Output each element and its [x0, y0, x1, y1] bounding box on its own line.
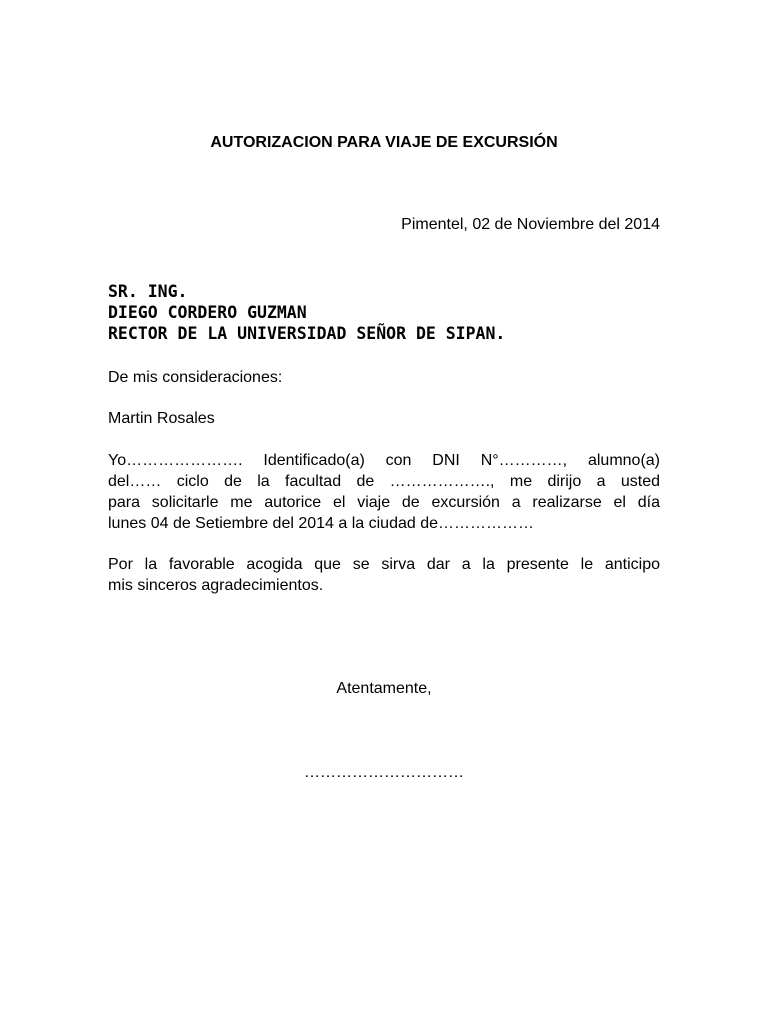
recipient-title: SR. ING.	[108, 282, 188, 301]
body-line: mis sinceros agradecimientos.	[108, 577, 324, 594]
recipient-block	[108, 281, 505, 344]
document-title: AUTORIZACION PARA VIAJE DE EXCURSIÓN	[210, 134, 558, 151]
place-date: Pimentel, 02 de Noviembre del 2014	[401, 216, 660, 233]
greeting: De mis consideraciones:	[108, 369, 283, 386]
body-paragraph-thanks	[108, 554, 660, 596]
body-line: Yo…………………. Identificado(a) con DNI N°…………, alumno(a)	[108, 452, 660, 469]
body-line: lunes 04 de Setiembre del 2014 a la ciudad de………………	[108, 515, 535, 532]
body-paragraph-request	[108, 450, 660, 534]
recipient-name: DIEGO CORDERO GUZMAN	[108, 303, 307, 322]
signature-line: …………………………	[304, 764, 464, 781]
body-line: Por la favorable acogida que se sirva dar a la presente le anticipo	[108, 556, 660, 573]
body-line: para solicitarle me autorice el viaje de excursión a realizarse el día	[108, 494, 660, 511]
student-name: Martin Rosales	[108, 410, 215, 427]
closing: Atentamente,	[336, 680, 432, 697]
recipient-position: RECTOR DE LA UNIVERSIDAD SEÑOR DE SIPAN.	[108, 324, 506, 343]
body-line: del…… ciclo de la facultad de ………………., me dirijo a usted	[108, 473, 660, 490]
